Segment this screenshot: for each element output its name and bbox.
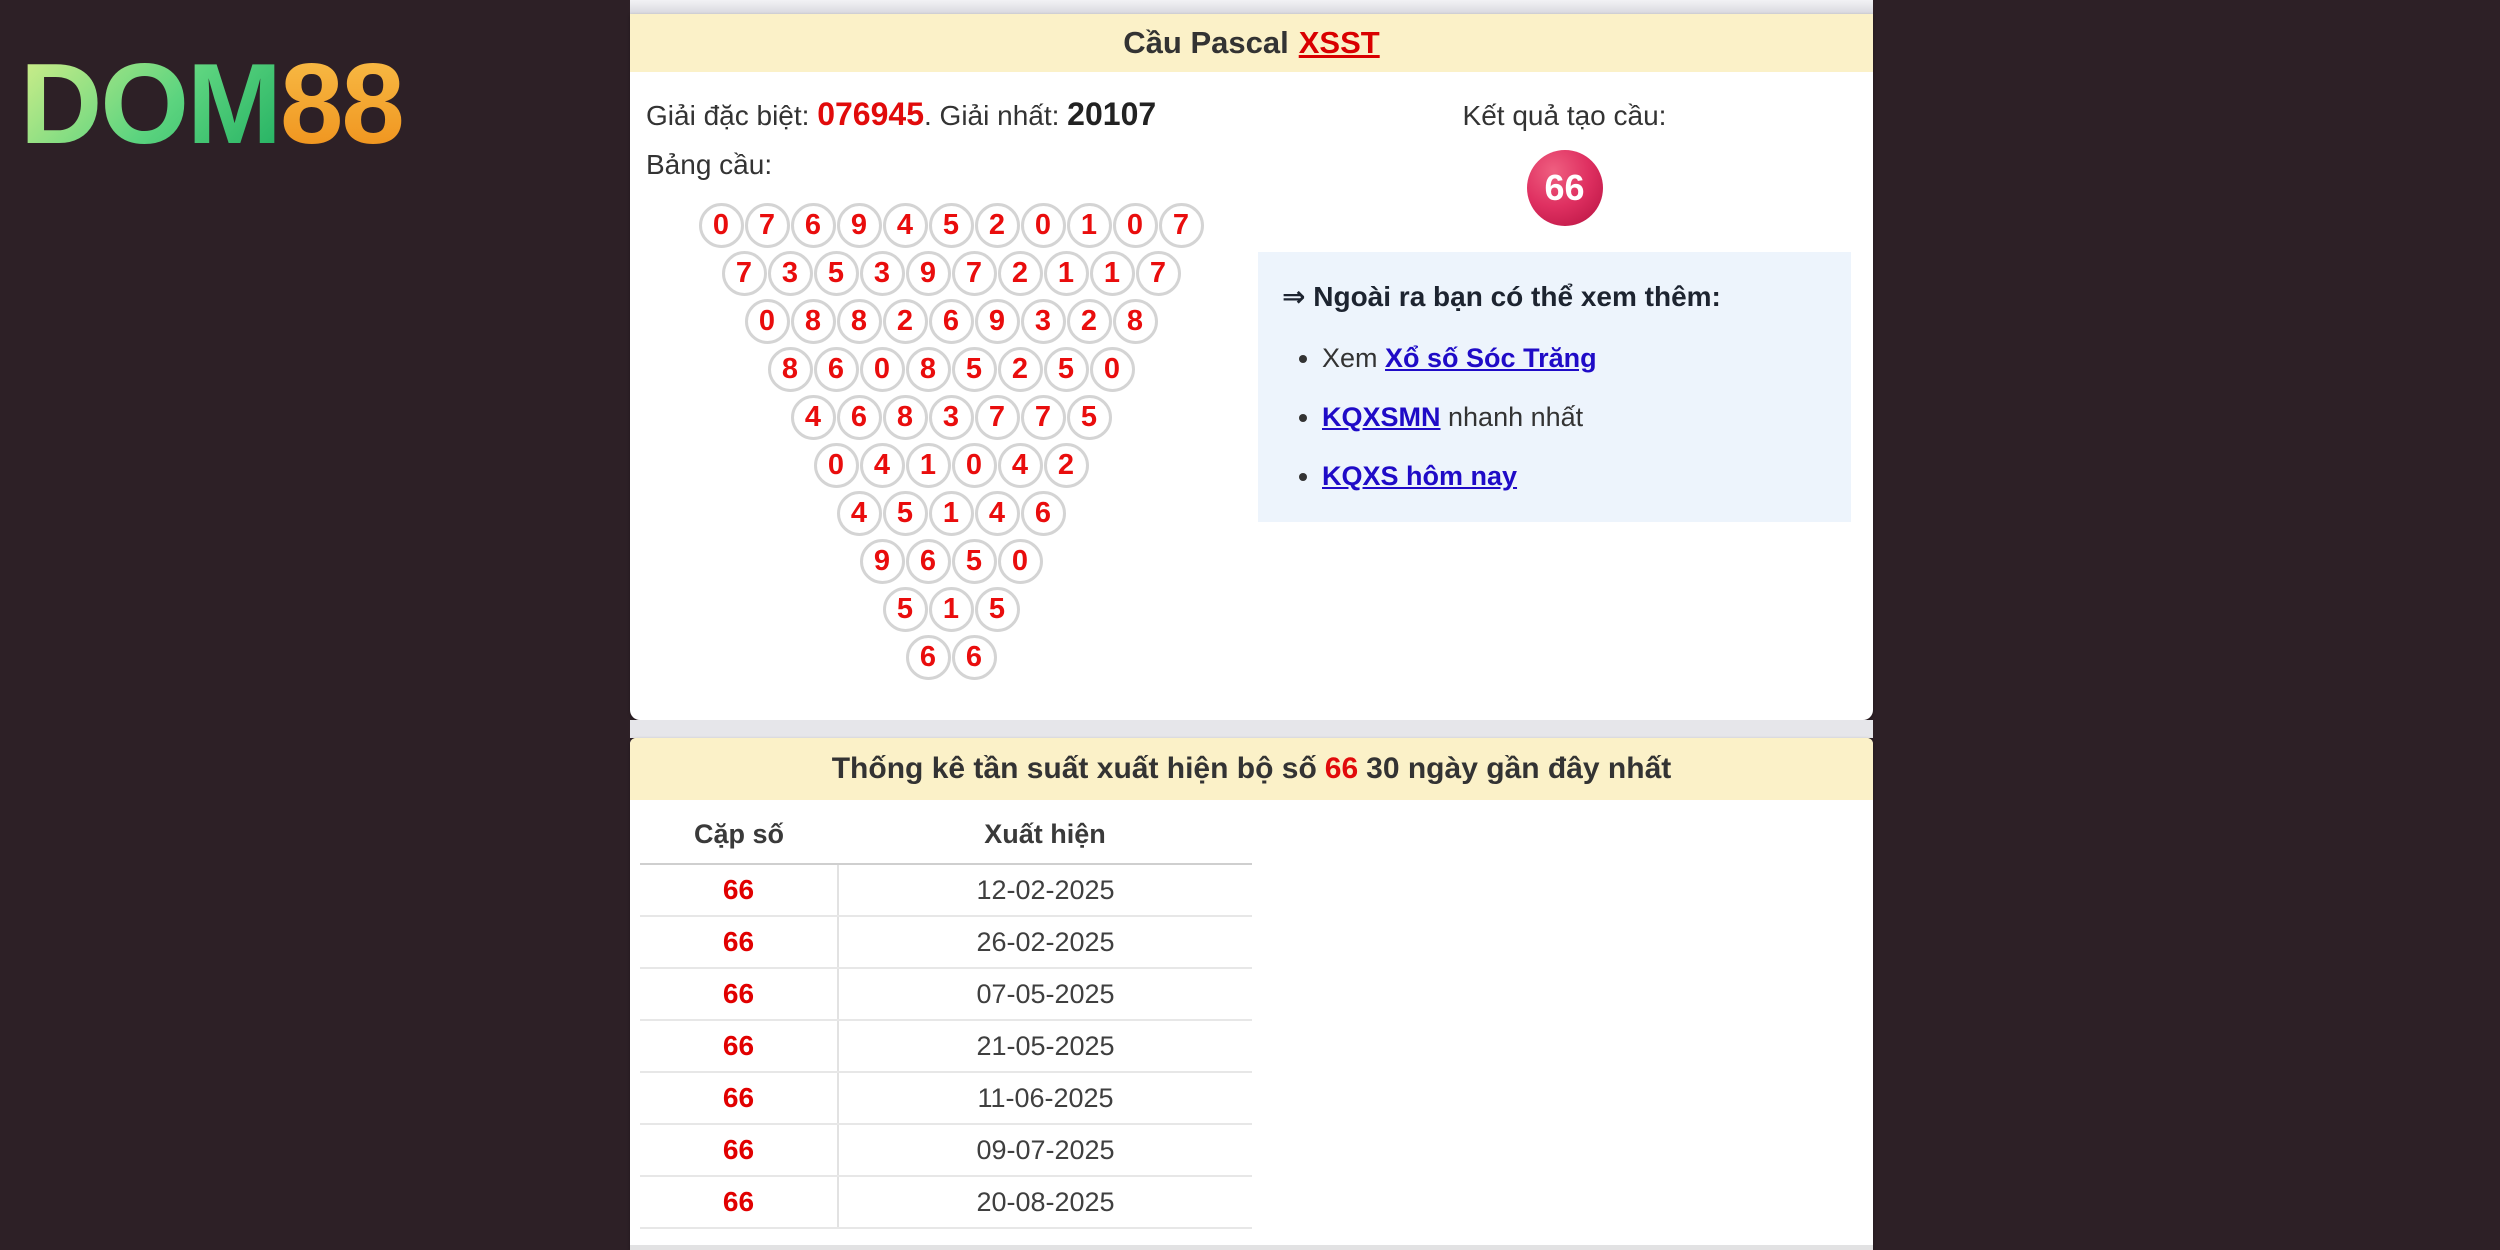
pascal-digit: 9 (906, 251, 951, 296)
table-row (640, 968, 1252, 1020)
related-link-suffix: nhanh nhất (1440, 402, 1584, 432)
date-cell: 21-05-2025 (838, 1020, 1252, 1072)
pascal-digit: 0 (699, 203, 744, 248)
pascal-digit: 8 (768, 347, 813, 392)
pascal-digit: 3 (860, 251, 905, 296)
related-links-list (1296, 343, 1829, 492)
pascal-digit: 5 (975, 587, 1020, 632)
pair-cell: 66 (640, 864, 838, 916)
pascal-triangle-row (646, 203, 1256, 248)
pascal-triangle-row (646, 347, 1256, 392)
table-row (640, 916, 1252, 968)
pascal-panel-title (630, 14, 1873, 72)
pascal-triangle-row (646, 395, 1256, 440)
pascal-digit: 9 (837, 203, 882, 248)
pascal-triangle-row (646, 251, 1256, 296)
pascal-digit: 2 (1067, 299, 1112, 344)
pascal-digit: 4 (860, 443, 905, 488)
pascal-title-text: Cầu Pascal (1123, 25, 1289, 60)
pascal-digit: 0 (1113, 203, 1158, 248)
pascal-digit: 6 (837, 395, 882, 440)
column-header-appearance: Xuất hiện (838, 806, 1252, 864)
pascal-left-section (630, 72, 1256, 720)
pair-cell: 66 (640, 1020, 838, 1072)
pascal-digit: 7 (1136, 251, 1181, 296)
result-ball: 66 (1527, 150, 1603, 226)
stats-title-prefix: Thống kê tần suất xuất hiện bộ số (831, 752, 1317, 785)
pascal-digit: 5 (1067, 395, 1112, 440)
pascal-digit: 4 (998, 443, 1043, 488)
prize-line (646, 96, 1256, 133)
pascal-digit: 7 (722, 251, 767, 296)
date-cell: 20-08-2025 (838, 1176, 1252, 1228)
pascal-digit: 6 (791, 203, 836, 248)
first-prize-label: . Giải nhất: (923, 100, 1068, 131)
pascal-triangle-row (646, 299, 1256, 344)
pascal-digit: 0 (860, 347, 905, 392)
pascal-triangle (646, 203, 1256, 680)
date-cell: 26-02-2025 (838, 916, 1252, 968)
pascal-digit: 6 (814, 347, 859, 392)
date-cell: 11-06-2025 (838, 1072, 1252, 1124)
pascal-triangle-row (646, 443, 1256, 488)
pascal-panel (630, 14, 1873, 720)
pascal-digit: 6 (906, 539, 951, 584)
pascal-digit: 3 (1021, 299, 1066, 344)
pascal-digit: 4 (975, 491, 1020, 536)
pascal-digit: 0 (1090, 347, 1135, 392)
pascal-digit: 5 (883, 587, 928, 632)
pascal-digit: 5 (814, 251, 859, 296)
pascal-digit: 5 (883, 491, 928, 536)
related-link-item (1322, 461, 1829, 492)
pascal-triangle-row (646, 635, 1256, 680)
pair-cell: 66 (640, 1124, 838, 1176)
pascal-digit: 6 (929, 299, 974, 344)
xsst-link[interactable]: XSST (1298, 25, 1380, 60)
pascal-digit: 9 (975, 299, 1020, 344)
pascal-triangle-row (646, 587, 1256, 632)
content-column (630, 0, 1873, 1250)
table-row (640, 1020, 1252, 1072)
pascal-triangle-row (646, 539, 1256, 584)
date-cell: 07-05-2025 (838, 968, 1252, 1020)
pascal-digit: 1 (1090, 251, 1135, 296)
pascal-digit: 2 (1044, 443, 1089, 488)
related-link[interactable]: KQXSMN (1322, 402, 1441, 432)
pascal-digit: 0 (745, 299, 790, 344)
pair-cell: 66 (640, 916, 838, 968)
special-prize-value: 076945 (817, 96, 924, 132)
dom88-logo (20, 41, 403, 168)
frequency-table (640, 806, 1252, 1229)
related-links-box (1258, 252, 1851, 522)
stats-title-number: 66 (1324, 752, 1359, 785)
pair-cell: 66 (640, 1176, 838, 1228)
date-cell: 09-07-2025 (838, 1124, 1252, 1176)
pascal-digit: 5 (929, 203, 974, 248)
date-cell: 12-02-2025 (838, 864, 1252, 916)
pascal-digit: 7 (1159, 203, 1204, 248)
pascal-panel-body (630, 72, 1873, 720)
frequency-table-wrap (630, 800, 1873, 1229)
first-prize-value: 20107 (1067, 96, 1157, 132)
pascal-digit: 1 (929, 587, 974, 632)
board-label: Bảng cầu: (646, 149, 773, 180)
pascal-digit: 6 (1021, 491, 1066, 536)
related-link[interactable]: Xổ số Sóc Trăng (1385, 343, 1597, 373)
top-gray-strip (630, 0, 1873, 14)
pascal-digit: 2 (998, 347, 1043, 392)
pascal-digit: 8 (906, 347, 951, 392)
pascal-digit: 3 (768, 251, 813, 296)
pascal-digit: 4 (791, 395, 836, 440)
pair-cell: 66 (640, 968, 838, 1020)
pascal-digit: 8 (1113, 299, 1158, 344)
pascal-digit: 8 (883, 395, 928, 440)
frequency-table-body (640, 864, 1252, 1228)
column-header-pair: Cặp số (640, 806, 838, 864)
related-links-heading: ⇒ Ngoài ra bạn có thể xem thêm: (1282, 281, 1721, 312)
pascal-right-section (1256, 72, 1873, 720)
pascal-digit: 5 (1044, 347, 1089, 392)
related-link-prefix: Xem (1322, 343, 1386, 373)
table-row (640, 1124, 1252, 1176)
pascal-digit: 5 (952, 539, 997, 584)
pascal-digit: 0 (1021, 203, 1066, 248)
pascal-triangle-row (646, 491, 1256, 536)
pascal-digit: 7 (745, 203, 790, 248)
special-prize-label: Giải đặc biệt: (646, 100, 818, 131)
table-row (640, 1072, 1252, 1124)
pascal-digit: 6 (906, 635, 951, 680)
pascal-digit: 2 (975, 203, 1020, 248)
related-link[interactable]: KQXS hôm nay (1322, 461, 1518, 491)
pascal-digit: 1 (1067, 203, 1112, 248)
pascal-digit: 1 (929, 491, 974, 536)
pascal-digit: 8 (791, 299, 836, 344)
logo-text-88: 88 (279, 41, 403, 168)
pair-cell: 66 (640, 1072, 838, 1124)
pascal-digit: 0 (952, 443, 997, 488)
pascal-digit: 1 (1044, 251, 1089, 296)
stats-panel-title (630, 738, 1873, 800)
pascal-digit: 1 (906, 443, 951, 488)
pascal-digit: 4 (837, 491, 882, 536)
result-label: Kết quả tạo cầu: (1462, 100, 1667, 131)
pascal-digit: 8 (837, 299, 882, 344)
stats-panel (630, 738, 1873, 1250)
pascal-digit: 7 (1021, 395, 1066, 440)
pascal-digit: 9 (860, 539, 905, 584)
pascal-digit: 2 (883, 299, 928, 344)
pascal-digit: 7 (975, 395, 1020, 440)
related-link-item (1322, 343, 1829, 374)
table-row (640, 864, 1252, 916)
pascal-digit: 4 (883, 203, 928, 248)
pascal-digit: 6 (952, 635, 997, 680)
stats-title-suffix: 30 ngày gần đây nhất (1366, 752, 1672, 785)
pascal-digit: 2 (998, 251, 1043, 296)
frequency-table-header-row (640, 806, 1252, 864)
pascal-digit: 3 (929, 395, 974, 440)
related-link-item (1322, 402, 1829, 433)
pascal-digit: 5 (952, 347, 997, 392)
pascal-digit: 0 (998, 539, 1043, 584)
logo-text-dom: DOM (20, 41, 280, 168)
table-row (640, 1176, 1252, 1228)
pascal-digit: 7 (952, 251, 997, 296)
panel-gap (630, 720, 1873, 738)
bottom-gray-strip (630, 1245, 1873, 1250)
pascal-digit: 0 (814, 443, 859, 488)
